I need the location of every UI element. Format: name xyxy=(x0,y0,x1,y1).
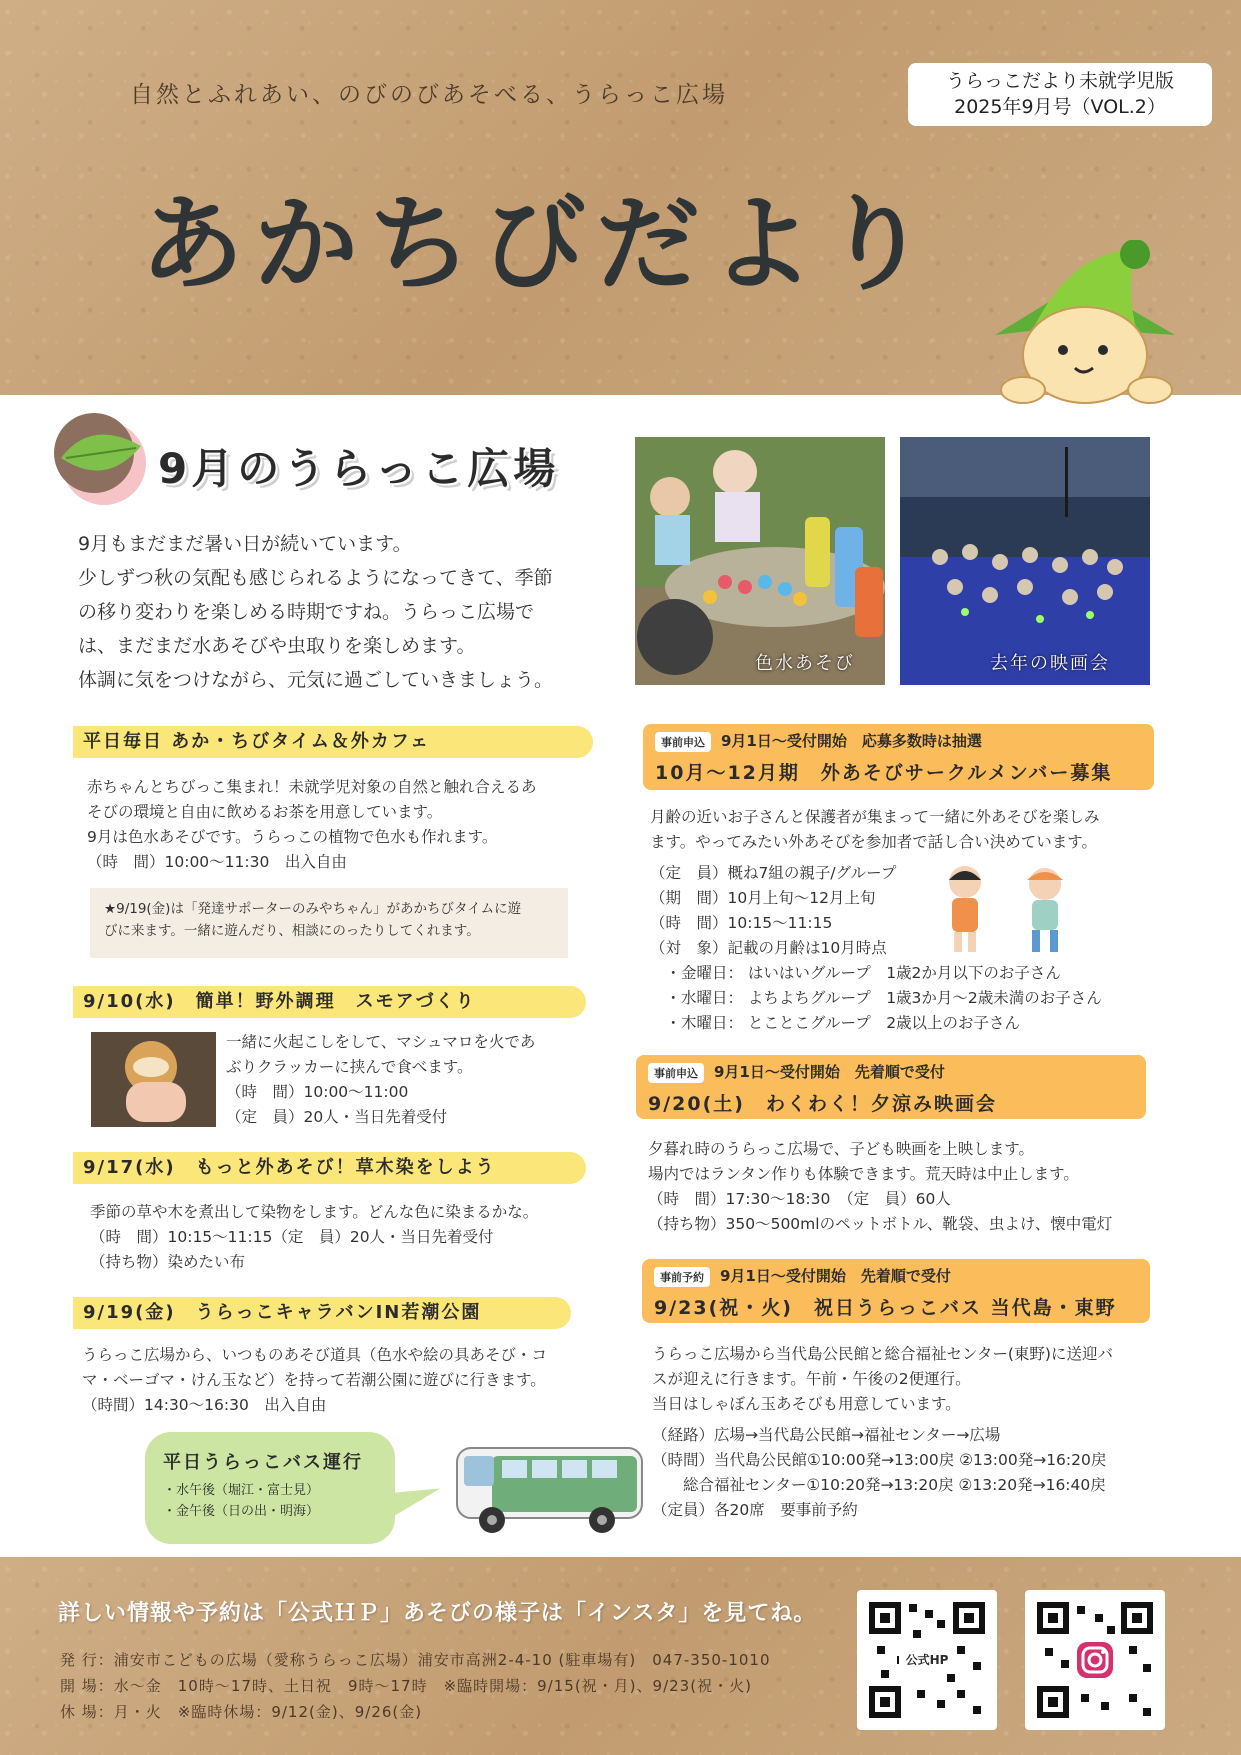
bus-info-bubble xyxy=(145,1432,395,1544)
mascot-eye-right xyxy=(1098,345,1108,355)
intro-line: 9月もまだまだ暑い日が続いています。 xyxy=(78,533,412,555)
event-line: 一緒に火起こしをして、マシュマロを火であ xyxy=(226,1033,536,1051)
bus-info-item: ・金午後（日の出・明海） xyxy=(163,1504,320,1519)
event-subheader xyxy=(654,1265,951,1287)
event-description xyxy=(650,805,1160,1036)
photo-movie-night xyxy=(900,437,1150,685)
event-description xyxy=(90,1200,600,1275)
event-description xyxy=(652,1342,1192,1523)
event-title-bar: 9/19(金) うらっこキャラバンIN若潮公園 xyxy=(73,1297,571,1329)
leaf-icon xyxy=(46,408,156,508)
event-title-bar: 平日毎日 あか・ちびタイム＆外カフェ xyxy=(73,726,593,758)
event-title-bar: 9/10(水) 簡単！野外調理 スモアづくり xyxy=(73,986,586,1018)
apply-tag: 事前予約 xyxy=(654,1267,710,1287)
event-description xyxy=(226,1030,596,1130)
intro-text xyxy=(78,527,588,697)
mascot-eye-left xyxy=(1058,345,1068,355)
edition-line-2: 2025年9月号（VOL.2） xyxy=(954,96,1166,118)
event-subheader xyxy=(648,1061,945,1083)
event-description xyxy=(87,775,597,875)
intro-line: は、まだまだ水あそびや虫取りを楽しめます。 xyxy=(78,635,476,657)
intro-line: の移り変わりを楽しめる時期ですね。うらっこ広場で xyxy=(78,601,535,623)
edition-line-1: うらっこだより未就学児版 xyxy=(945,70,1174,92)
footer-open-hours: 開 場：水～金 10時～17時、土日祝 9時～17時 ※臨時開場：9/15(祝・月)、9/23(祝・火) xyxy=(60,1677,752,1695)
smore-photo xyxy=(91,1032,216,1127)
event-line: （時 間）17:30～18:30 （定 員）60人 xyxy=(648,1190,951,1208)
footer-publisher: 発 行：浦安市こどもの広場（愛称うらっこ広場）浦安市高洲2-4-10 (駐車場有) 047-350-1010 xyxy=(60,1651,771,1669)
intro-line: 少しずつ秋の気配も感じられるようになってきて、季節 xyxy=(78,567,553,589)
kids-illustration xyxy=(930,862,1080,962)
event-sub-text: 9月1日～受付開始 先着順で受付 xyxy=(720,1267,951,1285)
note-line: ★9/19(金)は「発達サポーターのみやちゃん」があかちびタイムに遊 xyxy=(104,901,522,917)
event-header-bar xyxy=(643,724,1154,790)
event-line: 赤ちゃんとちびっこ集まれ！未就学児対象の自然と触れ合えるあ xyxy=(87,778,537,796)
bus-info-title: 平日うらっこバス運行 xyxy=(163,1452,363,1473)
event-line: 夕暮れ時のうらっこ広場で、子ども映画を上映します。 xyxy=(648,1140,1034,1158)
photo-caption: 去年の映画会 xyxy=(990,653,1110,674)
apply-tag: 事前申込 xyxy=(655,732,711,752)
event-line: 月齢の近いお子さんと保護者が集まって一緒に外あそびを楽しみ xyxy=(650,808,1100,826)
event-line: （時間）当代島公民館①10:00発→13:00戻 ②13:00発→16:20戻 xyxy=(652,1451,1107,1469)
event-header-bar xyxy=(642,1259,1150,1323)
event-title: 9/23(祝・火) 祝日うらっこバス 当代島・東野 xyxy=(654,1297,1117,1319)
tagline: 自然とふれあい、のびのびあそべる、うらっこ広場 xyxy=(130,82,728,108)
event-line: （経路）広場→当代島公民館→福祉センター→広場 xyxy=(652,1426,1001,1444)
event-line: ・金曜日： はいはいグループ 1歳2か月以下のお子さん xyxy=(650,964,1061,982)
event-description xyxy=(82,1343,602,1418)
apply-tag: 事前申込 xyxy=(648,1063,704,1083)
event-line: （時 間）10:15～11:15 xyxy=(650,914,833,932)
event-header-bar xyxy=(636,1055,1146,1119)
main-title: あかちびだより xyxy=(140,183,939,305)
qr-label: 公式HP xyxy=(905,1653,949,1667)
footer-headline: 詳しい情報や予約は「公式ＨＰ」あそびの様子は「インスタ」を見てね。 xyxy=(58,1601,817,1626)
event-line: （時間）14:30～16:30 出入自由 xyxy=(82,1396,327,1414)
event-subheader xyxy=(655,730,982,752)
event-line: ・木曜日： とことこグループ 2歳以上のお子さん xyxy=(650,1014,1021,1032)
qr-code-icon xyxy=(1025,1590,1165,1730)
event-line: （対 象）記載の月齢は10月時点 xyxy=(650,939,887,957)
event-line: （定 員）概ね7組の親子/グループ xyxy=(650,864,897,882)
event-title-bar: 9/17(水) もっと外あそび！草木染をしよう xyxy=(73,1152,586,1184)
event-line: 当日はしゃぼん玉あそびも用意しています。 xyxy=(652,1395,961,1413)
section-title: 9月のうらっこ広場 xyxy=(158,444,560,493)
event-line: ・水曜日： よちよちグループ 1歳3か月～2歳未満のお子さん xyxy=(650,989,1102,1007)
mascot-hand-left xyxy=(1001,377,1045,403)
event-line: （定 員）20人・当日先着受付 xyxy=(226,1108,448,1126)
qr-code-official-hp[interactable] xyxy=(857,1590,997,1730)
bus-illustration xyxy=(452,1438,652,1538)
note-box xyxy=(90,888,568,958)
intro-line: 体調に気をつけながら、元気に過ごしていきましょう。 xyxy=(78,669,554,691)
event-line: マ・ベーゴマ・けん玉など）を持って若潮公園に遊びに行きます。 xyxy=(82,1371,546,1389)
event-line: うらっこ広場から当代島公民館と総合福祉センター(東野)に送迎バ xyxy=(652,1345,1113,1363)
event-title: 9/20(土) わくわく！夕涼み映画会 xyxy=(648,1093,997,1115)
event-line: 総合福祉センター①10:20発→13:20戻 ②13:20発→16:40戻 xyxy=(652,1476,1106,1494)
event-line: （時 間）10:15～11:15（定 員）20人・当日先着受付 xyxy=(90,1228,494,1246)
event-line: （持ち物）染めたい布 xyxy=(90,1253,246,1271)
footer xyxy=(0,1557,1241,1755)
note-line: びに来ます。一緒に遊んだり、相談にのったりしてくれます。 xyxy=(104,923,480,939)
mascot-hat-pompom xyxy=(1120,240,1150,269)
footer-closed-days: 休 場：月・火 ※臨時休場：9/12(金)、9/26(金) xyxy=(60,1703,423,1721)
event-line: うらっこ広場から、いつものあそび道具（色水や絵の具あそび・コ xyxy=(82,1346,548,1364)
photo-color-water-play xyxy=(635,437,885,685)
event-line: 場内ではランタン作りも体験できます。荒天時は中止します。 xyxy=(648,1165,1079,1183)
event-line: ます。やってみたい外あそびを参加者で話し合い決めています。 xyxy=(650,833,1098,851)
event-line: （期 間）10月上旬～12月上旬 xyxy=(650,889,876,907)
edition-badge xyxy=(908,63,1212,126)
event-sub-text: 9月1日～受付開始 先着順で受付 xyxy=(714,1063,945,1081)
event-line: 季節の草や木を煮出して染物をします。どんな色に染まるかな。 xyxy=(90,1203,539,1221)
event-line: 9月は色水あそびです。うらっこの植物で色水も作れます。 xyxy=(87,828,498,846)
event-line: （定員）各20席 要事前予約 xyxy=(652,1501,858,1519)
event-description xyxy=(648,1137,1168,1237)
event-title: 10月～12月期 外あそびサークルメンバー募集 xyxy=(655,762,1113,784)
event-line: （時 間）10:00～11:30 出入自由 xyxy=(87,853,347,871)
mascot-illustration xyxy=(975,240,1195,410)
event-line: ぶりクラッカーに挟んで食べます。 xyxy=(226,1058,473,1076)
event-line: （持ち物）350～500mlのペットボトル、靴袋、虫よけ、懐中電灯 xyxy=(648,1215,1113,1233)
header-banner xyxy=(0,0,1241,395)
mascot-hand-right xyxy=(1128,377,1172,403)
photo-caption: 色水あそび xyxy=(755,653,855,674)
instagram-icon xyxy=(1077,1642,1113,1678)
event-line: スが迎えに行きます。午前・午後の2便運行。 xyxy=(652,1370,971,1388)
event-sub-text: 9月1日～受付開始 応募多数時は抽選 xyxy=(721,732,982,750)
event-line: そびの環境と自由に飲めるお茶を用意しています。 xyxy=(87,803,443,821)
bus-info-item: ・水午後（堀江・富士見） xyxy=(163,1483,320,1498)
qr-code-instagram[interactable] xyxy=(1025,1590,1165,1730)
event-line: （時 間）10:00～11:00 xyxy=(226,1083,409,1101)
